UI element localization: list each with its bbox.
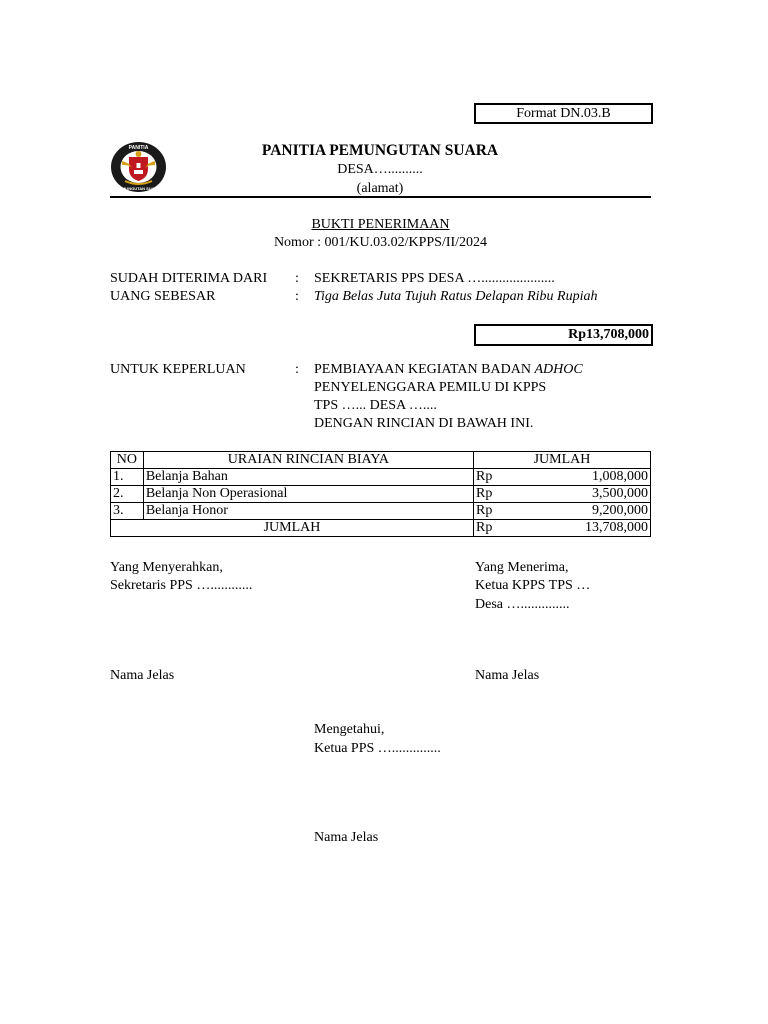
amount-value: Rp13,708,000 (568, 327, 649, 342)
row-uraian: Belanja Non Operasional (143, 486, 473, 503)
table-total-row (111, 520, 651, 537)
keperluan-line-3: TPS …... DESA ….... (314, 398, 437, 413)
row-rp: Rp (474, 503, 538, 520)
row-no: 1. (111, 469, 144, 486)
row-uraian: Belanja Honor (143, 503, 473, 520)
right-signature-role: Yang Menerima, (475, 560, 569, 575)
logo-bottom-text: PEMUNGUTAN SUARA (116, 186, 161, 191)
right-signature-title: Ketua KPPS TPS … (475, 578, 591, 593)
keperluan-line-2: PENYELENGGARA PEMILU DI KPPS (314, 380, 547, 395)
uang-value: Tiga Belas Juta Tujuh Ratus Delapan Ribu Rupiah (314, 289, 598, 304)
table-row (111, 503, 651, 520)
organization-title: PANITIA PEMUNGUTAN SUARA (261, 142, 499, 159)
alamat-line: (alamat) (356, 181, 404, 196)
keperluan-line-1 (314, 361, 583, 379)
kpu-garuda-emblem-icon (110, 141, 167, 193)
right-signature-desa: Desa ….............. (475, 597, 570, 612)
row-value: 9,200,000 (537, 503, 650, 520)
diterima-label: SUDAH DITERIMA DARI (110, 271, 268, 286)
total-label: JUMLAH (111, 520, 474, 537)
uang-label: UANG SEBESAR (110, 289, 216, 304)
format-label: Format DN.03.B (474, 103, 653, 124)
row-rp: Rp (474, 469, 538, 486)
document-number: Nomor : 001/KU.03.02/KPPS/II/2024 (273, 235, 488, 250)
bottom-signature-title: Ketua PPS ….............. (314, 741, 441, 756)
diterima-colon: : (295, 271, 299, 286)
uang-colon: : (295, 289, 299, 304)
row-value: 1,008,000 (537, 469, 650, 486)
bottom-signature-name: Nama Jelas (314, 830, 379, 845)
row-uraian: Belanja Bahan (143, 469, 473, 486)
header-no: NO (111, 452, 144, 469)
keperluan-colon: : (295, 362, 299, 377)
amount-box (474, 324, 653, 346)
document-title: BUKTI PENERIMAAN (311, 217, 450, 232)
keperluan-line-1-italic: ADHOC (534, 362, 583, 377)
table-row (111, 469, 651, 486)
row-no: 2. (111, 486, 144, 503)
row-no: 3. (111, 503, 144, 520)
table-row (111, 486, 651, 503)
total-value: 13,708,000 (537, 520, 650, 537)
left-signature-name: Nama Jelas (110, 668, 175, 683)
left-signature-role: Yang Menyerahkan, (110, 560, 223, 575)
keperluan-line-4: DENGAN RINCIAN DI BAWAH INI. (314, 416, 534, 431)
total-rp: Rp (474, 520, 538, 537)
desa-line: DESA….......... (337, 162, 423, 177)
keperluan-label: UNTUK KEPERLUAN (110, 362, 246, 377)
bottom-signature-role: Mengetahui, (314, 722, 385, 737)
keperluan-line-1-prefix: PEMBIAYAAN KEGIATAN BADAN (314, 362, 535, 377)
logo-top-text: PANITIA (128, 145, 149, 151)
right-signature-name: Nama Jelas (475, 668, 540, 683)
header-jumlah: JUMLAH (474, 452, 651, 469)
header-uraian: URAIAN RINCIAN BIAYA (143, 452, 473, 469)
left-signature-title: Sekretaris PPS …............ (110, 578, 253, 593)
row-value: 3,500,000 (537, 486, 650, 503)
table-header-row (111, 452, 651, 469)
header-divider (110, 196, 651, 198)
rincian-table (110, 451, 651, 537)
row-rp: Rp (474, 486, 538, 503)
diterima-value: SEKRETARIS PPS DESA …..................... (314, 271, 555, 286)
